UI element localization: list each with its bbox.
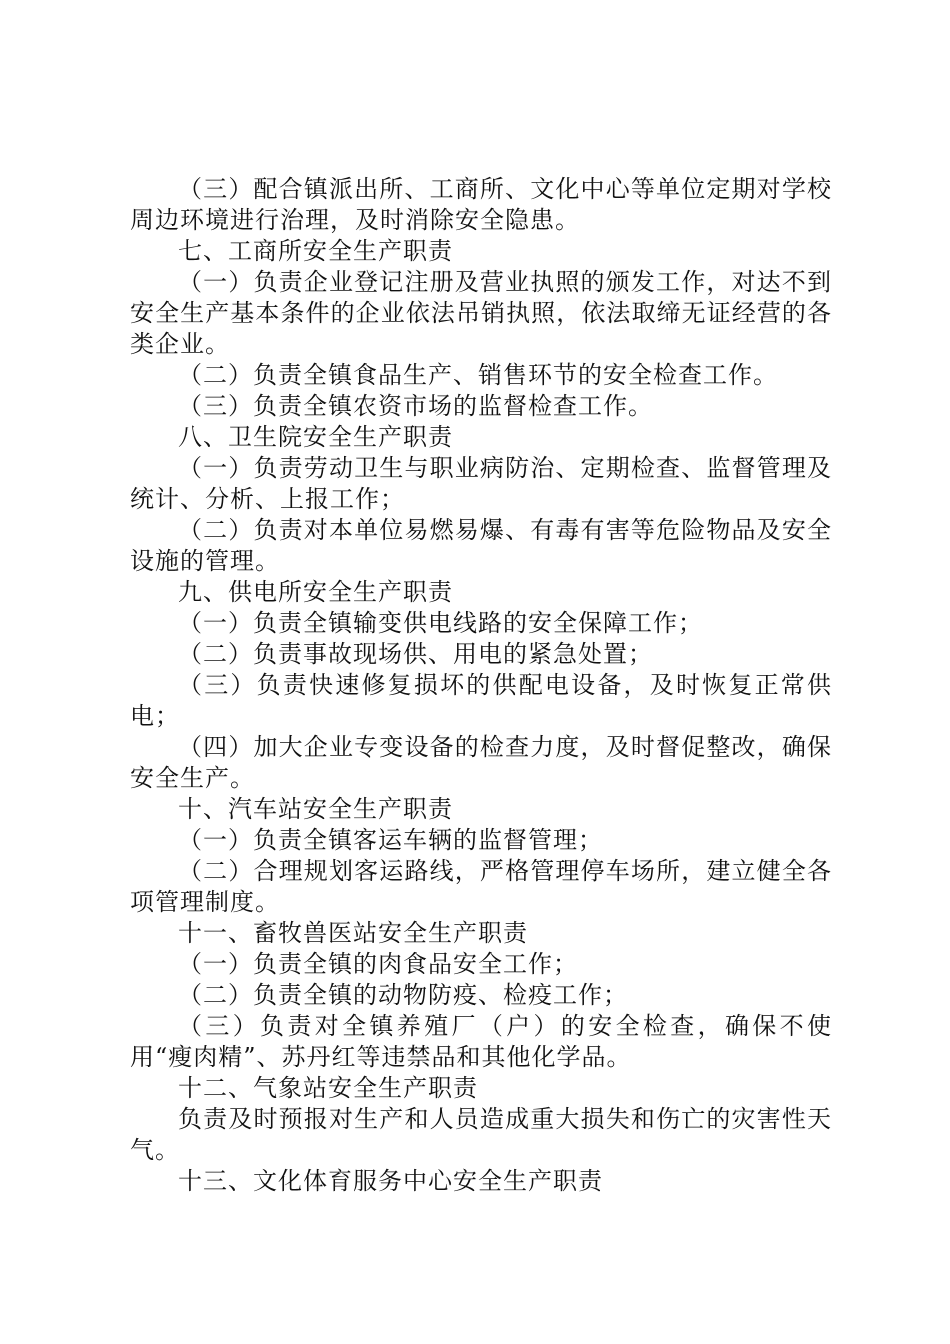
paragraph: 负责及时预报对生产和人员造成重大损失和伤亡的灾害性天气。	[130, 1105, 832, 1164]
paragraph: （三）负责对全镇养殖厂（户）的安全检查，确保不使用“瘦肉精”、苏丹红等违禁品和其他化学品。	[130, 1012, 832, 1071]
section-heading: 十、汽车站安全生产职责	[178, 795, 453, 823]
paragraph: （三）负责全镇农资市场的监督检查工作。	[178, 392, 653, 420]
paragraph: （二）负责对本单位易燃易爆、有毒有害等危险物品及安全设施的管理。	[130, 516, 832, 575]
paragraph: （二）负责全镇食品生产、销售环节的安全检查工作。	[178, 361, 778, 389]
section-heading: 十一、畜牧兽医站安全生产职责	[178, 919, 528, 947]
section-heading: 十二、气象站安全生产职责	[178, 1074, 478, 1102]
paragraph: （三）配合镇派出所、工商所、文化中心等单位定期对学校周边环境进行治理，及时消除安全隐患。	[130, 175, 832, 234]
paragraph: （四）加大企业专变设备的检查力度，及时督促整改，确保安全生产。	[130, 733, 832, 792]
paragraph: （二）合理规划客运路线，严格管理停车场所，建立健全各项管理制度。	[130, 857, 832, 916]
section-heading: 十三、文化体育服务中心安全生产职责	[178, 1167, 603, 1195]
paragraph: （一）负责劳动卫生与职业病防治、定期检查、监督管理及统计、分析、上报工作；	[130, 454, 832, 513]
paragraph: （一）负责全镇的肉食品安全工作；	[178, 950, 578, 978]
paragraph: （一）负责企业登记注册及营业执照的颁发工作，对达不到安全生产基本条件的企业依法吊销执照，依法取缔无证经营的各类企业。	[130, 268, 832, 358]
paragraph: （一）负责全镇客运车辆的监督管理；	[178, 826, 603, 854]
section-heading: 八、卫生院安全生产职责	[178, 423, 453, 451]
paragraph: （一）负责全镇输变供电线路的安全保障工作；	[178, 609, 703, 637]
paragraph: （三）负责快速修复损坏的供配电设备，及时恢复正常供电；	[130, 671, 832, 730]
paragraph: （二）负责事故现场供、用电的紧急处置；	[178, 640, 653, 668]
document-body	[130, 174, 832, 1197]
section-heading: 九、供电所安全生产职责	[178, 578, 453, 606]
paragraph: （二）负责全镇的动物防疫、检疫工作；	[178, 981, 628, 1009]
section-heading: 七、工商所安全生产职责	[178, 237, 453, 265]
